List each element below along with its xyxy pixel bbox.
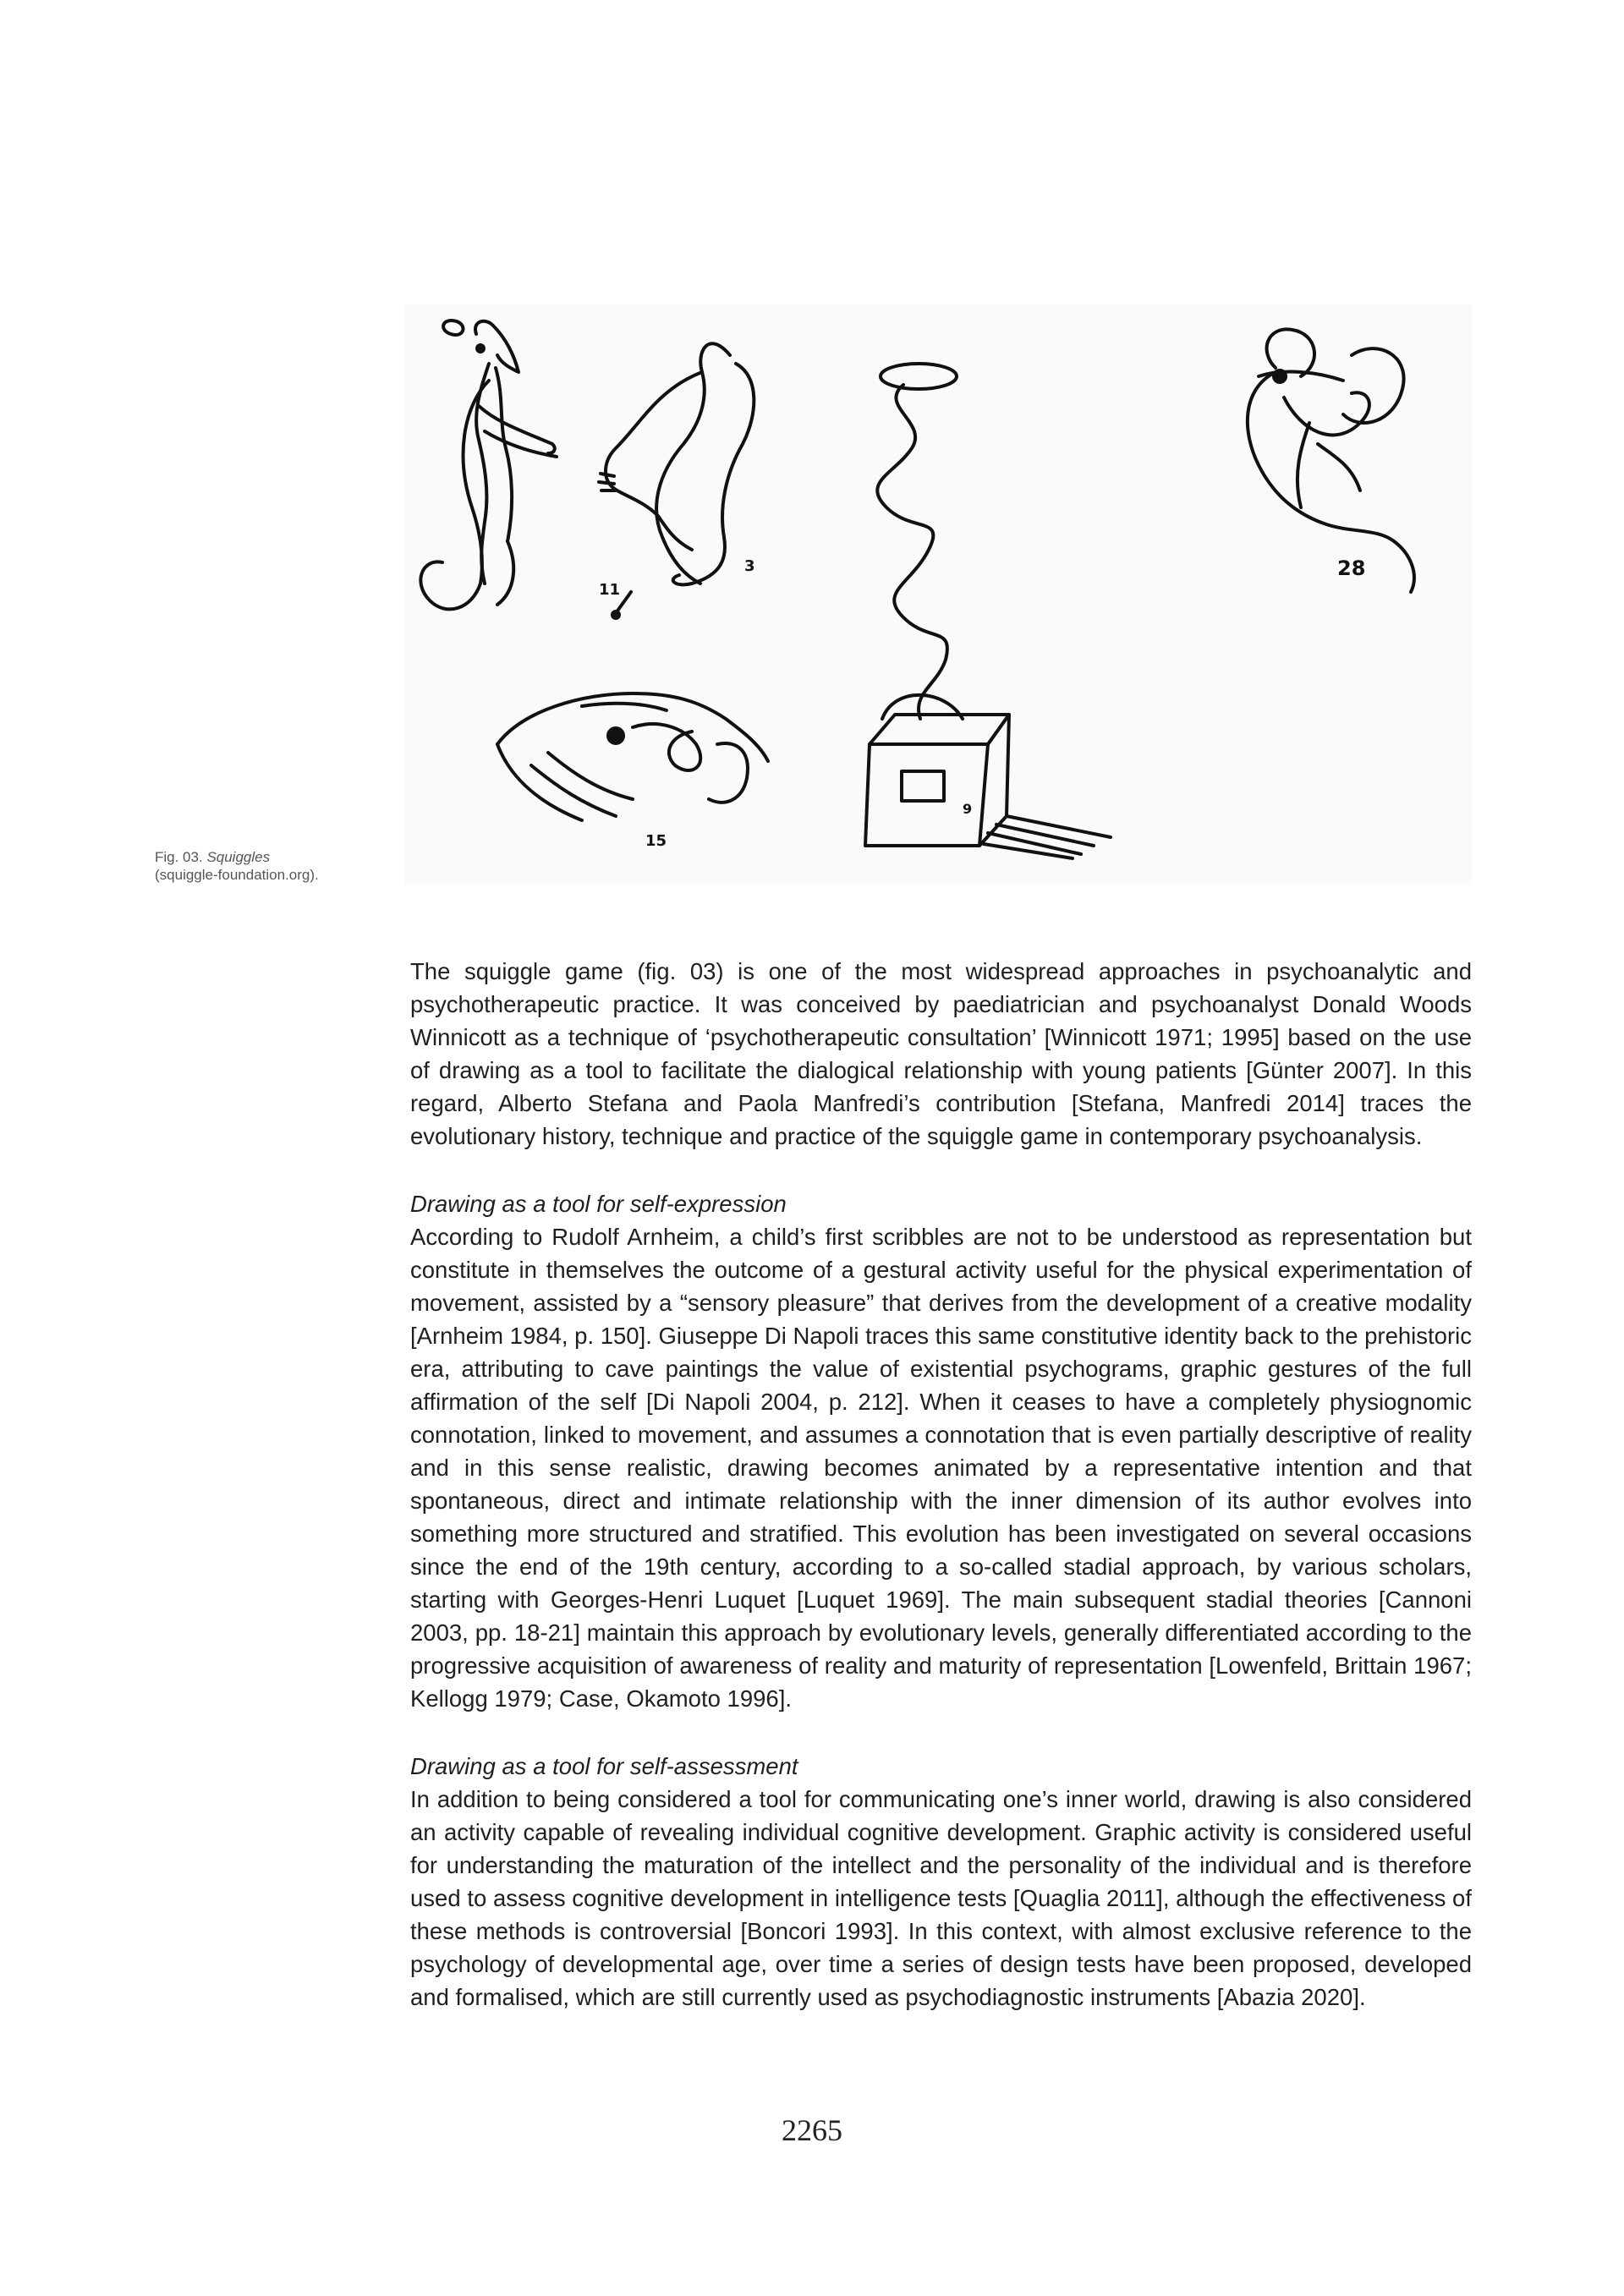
section-paragraph: According to Rudolf Arnheim, a child’s first scribbles are not to be understood as representation but constitute in themselves the outcome of a gestural activity useful for the physical experimentation of movement, assisted by a “sensory pleasure” that derives from the development of a creative modality [Arnheim 1984, p. 150]. Giuseppe Di Napoli traces this same constitutive identity back to the prehistoric era, attributing to cave paintings the value of existential psychograms, graphic gestures of the full affirmation of the self [Di Napoli 2004, p. 212]. When it ceases to have a completely physiognomic connotation, linked to movement, and assumes a connotation that is even partially descriptive of reality and in this sense realistic, drawing becomes animated by a representative intention and that spontaneous, direct and intimate relationship with the inner dimension of its author evolves into something more structured and stratified. This evolution has been investigated on several occasions since the end of the 19th century, according to a so-called stadial approach, by various scholars, starting with Georges-Henri Luquet [Luquet 1969]. The main subsequent stadial theories [Cannoni 2003, pp. 18-21] maintain this approach by evolutionary levels, generally differentiated according to the progressive acquisition of awareness of reality and maturity of representation [Lowenfeld, Brittain 1967; Kellogg 1979; Case, Okamoto 1996]. — [410, 1224, 1472, 1712]
figure-label-9: 9 — [963, 801, 973, 817]
figure-label-3: 3 — [744, 557, 755, 575]
section-heading: Drawing as a tool for self-assessment — [410, 1753, 798, 1779]
figure-caption — [155, 848, 392, 884]
body-text — [410, 955, 1472, 2014]
page-number: 2265 — [782, 2113, 842, 2147]
caption-prefix: Fig. 03. — [155, 849, 203, 865]
caption-source: (squiggle-foundation.org). — [155, 867, 319, 883]
section-self-expression — [410, 1187, 1472, 1715]
section-heading: Drawing as a tool for self-expression — [410, 1191, 787, 1217]
figure-label-11: 11 — [599, 581, 621, 599]
figure-background — [404, 304, 1472, 884]
section-self-assessment — [410, 1750, 1472, 2014]
intro-paragraph: The squiggle game (fig. 03) is one of the most widespread approaches in psychoanalytic and psychotherapeutic practice. It was conceived by paediatrician and psychoanalyst Donald Woods Winnicott as a technique of ‘psychotherapeutic consultation’ [Winnicott 1971; 1995] based on the use of drawing as a tool to facilitate the dialogical relationship with young patients [Günter 2007]. In this regard, Alberto Stefana and Paola Manfredi’s contribution [Stefana, Manfredi 2014] traces the evolutionary history, technique and practice of the squiggle game in contemporary psychoanalysis. — [410, 958, 1472, 1149]
squiggle-drawings — [404, 304, 1472, 884]
section-paragraph: In addition to being considered a tool for communicating one’s inner world, drawing is also considered an activity capable of revealing individual cognitive development. Graphic activity is considered useful for understanding the maturation of the intellect and the personality of the individual and is therefore used to assess cognitive development in intelligence tests [Quaglia 2011], although the effectiveness of these methods is controversial [Boncori 1993]. In this context, with almost exclusive reference to the psychology of developmental age, over time a series of design tests have been proposed, developed and formalised, which are still currently used as psychodiagnostic instruments [Abazia 2020]. — [410, 1786, 1472, 2010]
caption-title: Squiggles — [206, 849, 271, 865]
squiggles-figure — [404, 304, 1472, 884]
figure-label-15: 15 — [645, 832, 667, 850]
figure-label-28: 28 — [1337, 556, 1366, 580]
